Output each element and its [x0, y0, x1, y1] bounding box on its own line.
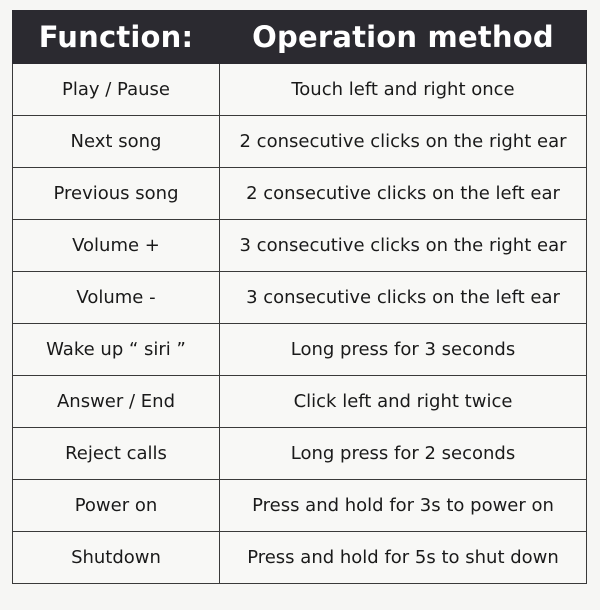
function-cell: Volume + [13, 220, 220, 272]
function-cell: Next song [13, 116, 220, 168]
table-row [13, 220, 587, 272]
table-row [13, 64, 587, 116]
table-row [13, 324, 587, 376]
operation-cell: 2 consecutive clicks on the left ear [220, 168, 587, 220]
table-row [13, 480, 587, 532]
operation-cell: Press and hold for 5s to shut down [220, 532, 587, 584]
operation-cell: Long press for 3 seconds [220, 324, 587, 376]
function-cell: Play / Pause [13, 64, 220, 116]
function-cell: Answer / End [13, 376, 220, 428]
table-row [13, 428, 587, 480]
operation-cell: 3 consecutive clicks on the right ear [220, 220, 587, 272]
table-row [13, 376, 587, 428]
table-header-row [13, 11, 587, 64]
function-cell: Reject calls [13, 428, 220, 480]
operation-column-header: Operation method [220, 11, 587, 64]
operation-cell: Touch left and right once [220, 64, 587, 116]
operation-cell: Press and hold for 3s to power on [220, 480, 587, 532]
table-row [13, 532, 587, 584]
function-cell: Shutdown [13, 532, 220, 584]
function-cell: Volume - [13, 272, 220, 324]
operation-cell: Long press for 2 seconds [220, 428, 587, 480]
table-row [13, 168, 587, 220]
operation-cell: Click left and right twice [220, 376, 587, 428]
operation-cell: 2 consecutive clicks on the right ear [220, 116, 587, 168]
operation-cell: 3 consecutive clicks on the left ear [220, 272, 587, 324]
function-cell: Power on [13, 480, 220, 532]
table-row [13, 272, 587, 324]
function-column-header: Function: [13, 11, 220, 64]
table-row [13, 116, 587, 168]
function-cell: Previous song [13, 168, 220, 220]
operation-table [12, 10, 587, 584]
function-cell: Wake up “ siri ” [13, 324, 220, 376]
